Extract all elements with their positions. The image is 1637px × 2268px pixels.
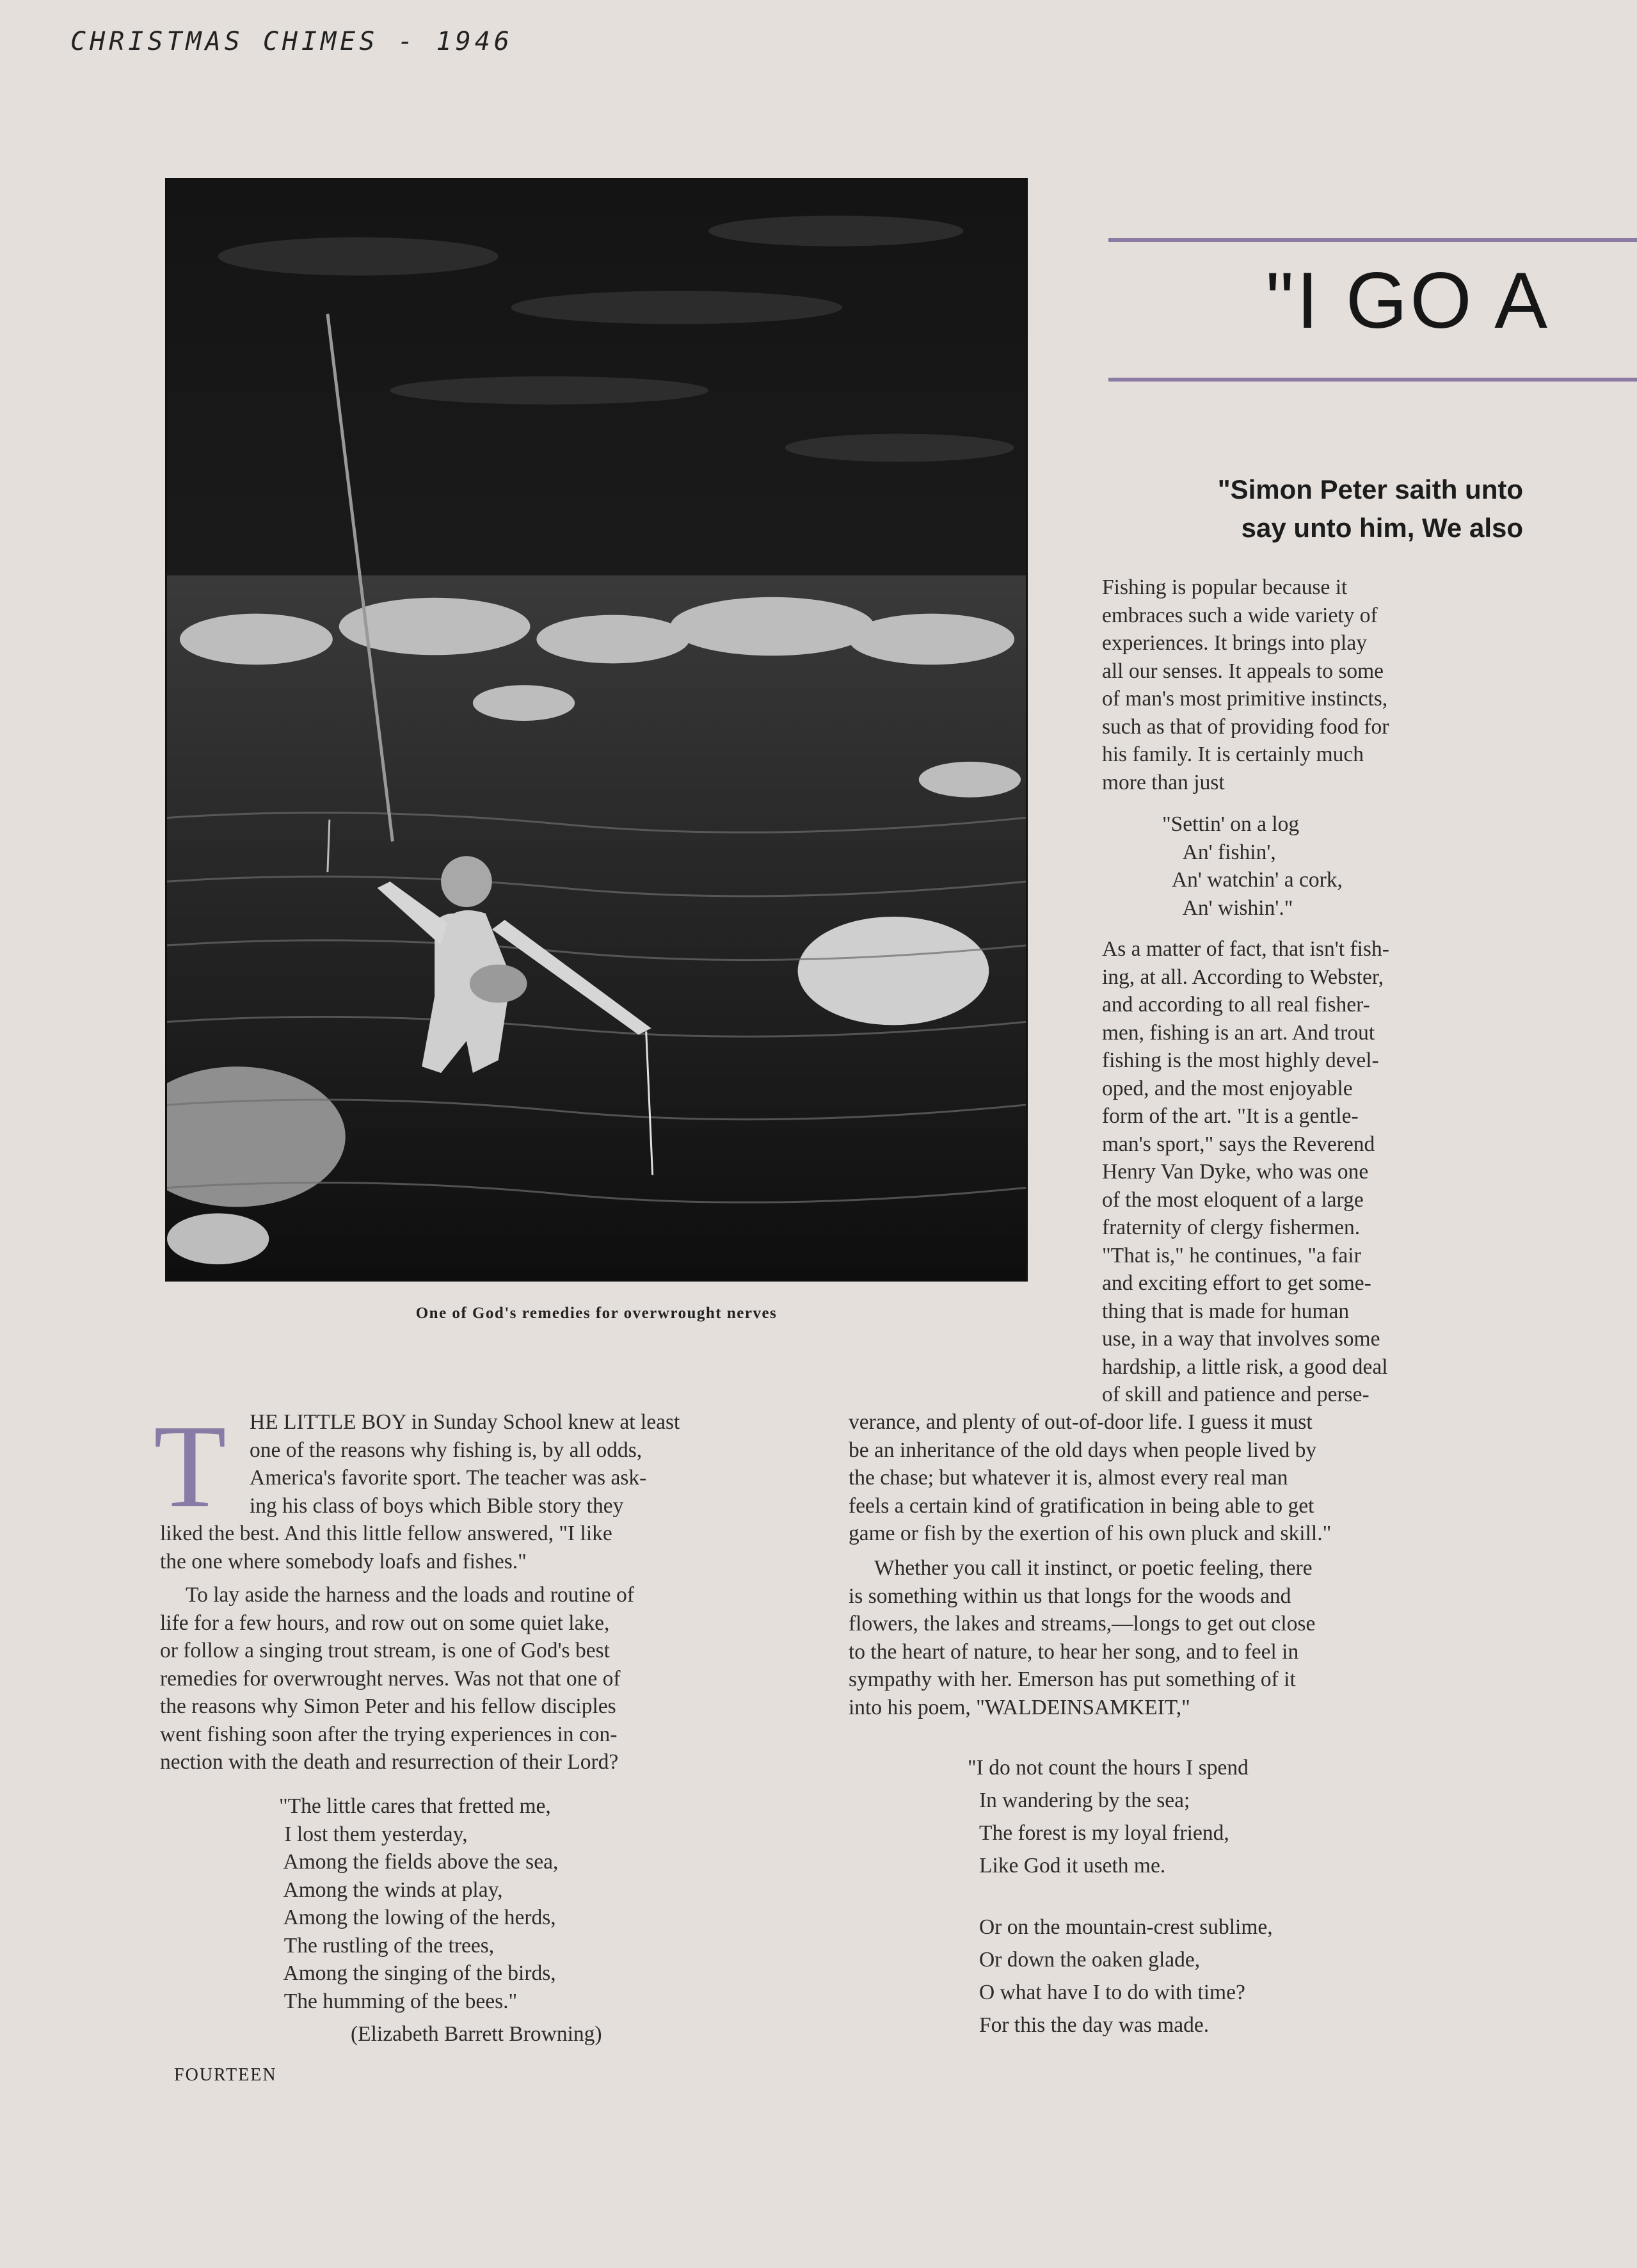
text-line: embraces such a wide variety of bbox=[1102, 603, 1378, 627]
right-column-body bbox=[1102, 935, 1487, 1409]
fisherman-illustration bbox=[167, 180, 1026, 1280]
text-line: game or fish by the exertion of his own pluck and skill." bbox=[849, 1522, 1332, 1545]
text-line: As a matter of fact, that isn't fish- bbox=[1102, 937, 1389, 961]
poem-line: An' fishin', bbox=[1162, 840, 1276, 864]
poem-line: "The little cares that fretted me, bbox=[279, 1794, 551, 1818]
text-line: his family. It is certainly much bbox=[1102, 743, 1364, 766]
text-line: man's sport," says the Reverend bbox=[1102, 1132, 1375, 1156]
text-line: Fishing is popular because it bbox=[1102, 575, 1348, 599]
text-line: one of the reasons why fishing is, by all odds, bbox=[250, 1438, 643, 1462]
text-line: "That is," he continues, "a fair bbox=[1102, 1243, 1361, 1267]
text-line: of the most eloquent of a large bbox=[1102, 1187, 1364, 1212]
text-line: the one where somebody loafs and fishes." bbox=[160, 1549, 527, 1573]
text-line: verance, and plenty of out-of-door life. I guess it must bbox=[849, 1410, 1313, 1434]
poem-line: The rustling of the trees, bbox=[279, 1933, 495, 1958]
middle-column-continuation bbox=[849, 1408, 1487, 1548]
poem-line: The forest is my loyal friend, bbox=[979, 1821, 1229, 1845]
text-line: men, fishing is an art. And trout bbox=[1102, 1020, 1375, 1045]
text-line: ing his class of boys which Bible story they bbox=[250, 1493, 624, 1518]
text-line: remedies for overwrought nerves. Was not that one of bbox=[160, 1666, 621, 1691]
epigraph-line: "Simon Peter saith unto bbox=[1217, 474, 1523, 504]
text-line: all our senses. It appeals to some bbox=[1102, 659, 1384, 683]
poem-line: I lost them yesterday, bbox=[279, 1822, 468, 1846]
text-line: Henry Van Dyke, who was one bbox=[1102, 1160, 1369, 1184]
text-line: HE LITTLE BOY in Sunday School knew at least bbox=[250, 1410, 680, 1434]
headline-rule-bottom bbox=[1108, 378, 1637, 382]
poem-line: The humming of the bees." bbox=[279, 1989, 518, 2013]
text-line: fishing is the most highly devel- bbox=[1102, 1049, 1379, 1072]
poem-line: "Settin' on a log bbox=[1162, 812, 1300, 836]
text-line: or follow a singing trout stream, is one of God's best bbox=[160, 1639, 610, 1662]
text-line: and exciting effort to get some- bbox=[1102, 1271, 1371, 1295]
text-line: be an inheritance of the old days when people lived by bbox=[849, 1438, 1317, 1462]
text-line: Whether you call it instinct, or poetic feeling, there bbox=[874, 1556, 1313, 1580]
text-line: To lay aside the harness and the loads and routine of bbox=[186, 1583, 634, 1607]
handwritten-annotation: CHRISTMAS CHIMES - 1946 bbox=[70, 27, 513, 56]
poem-line: For this the day was made. bbox=[979, 2013, 1210, 2037]
left-column-paragraph-1 bbox=[160, 1408, 799, 1575]
poem-line: "I do not count the hours I spend bbox=[968, 1756, 1249, 1780]
text-line: oped, and the most enjoyable bbox=[1102, 1076, 1353, 1100]
poem-line: An' wishin'." bbox=[1162, 896, 1293, 920]
browning-poem bbox=[279, 1792, 558, 2015]
text-line: form of the art. "It is a gentle- bbox=[1102, 1104, 1359, 1128]
text-line: of man's most primitive instincts, bbox=[1102, 687, 1388, 711]
drop-cap-letter: T bbox=[154, 1401, 227, 1532]
epigraph-line: say unto him, We also bbox=[1241, 513, 1523, 543]
poem-line: Among the lowing of the herds, bbox=[279, 1906, 556, 1929]
right-intro-paragraph bbox=[1102, 574, 1487, 796]
middle-column-paragraph bbox=[849, 1554, 1487, 1721]
poem-line: Among the fields above the sea, bbox=[279, 1850, 559, 1874]
text-line: of skill and patience and perse- bbox=[1102, 1383, 1369, 1406]
left-column-paragraph-2 bbox=[160, 1581, 799, 1776]
emerson-poem bbox=[968, 1751, 1273, 2041]
poem-line: Or on the mountain-crest sublime, bbox=[979, 1915, 1273, 1939]
text-line: more than just bbox=[1102, 770, 1225, 794]
poem-line: In wandering by the sea; bbox=[979, 1789, 1190, 1812]
text-line: into his poem, "WALDEINSAMKEIT," bbox=[849, 1695, 1190, 1719]
poem-line: An' watchin' a cork, bbox=[1162, 868, 1343, 892]
poem-line: Among the singing of the birds, bbox=[279, 1961, 556, 1985]
text-line: went fishing soon after the trying experiences in con- bbox=[160, 1722, 618, 1746]
text-line: sympathy with her. Emerson has put something of it bbox=[849, 1668, 1296, 1691]
text-line: and according to all real fisher- bbox=[1102, 993, 1370, 1017]
article-headline: "I GO A bbox=[1265, 257, 1550, 345]
text-line: the reasons why Simon Peter and his fellow disciples bbox=[160, 1694, 616, 1718]
poem-line: O what have I to do with time? bbox=[979, 1981, 1245, 2004]
text-line: fraternity of clergy fishermen. bbox=[1102, 1216, 1361, 1239]
text-line: the chase; but whatever it is, almost every real man bbox=[849, 1466, 1288, 1490]
text-line: hardship, a little risk, a good deal bbox=[1102, 1355, 1388, 1379]
text-line: nection with the death and resurrection of their Lord? bbox=[160, 1750, 619, 1774]
text-line: experiences. It brings into play bbox=[1102, 631, 1367, 655]
page-number: FOURTEEN bbox=[174, 2065, 277, 2085]
photo-caption: One of God's remedies for overwrought nerves bbox=[415, 1305, 778, 1322]
text-line: use, in a way that involves some bbox=[1102, 1327, 1380, 1351]
text-line: is something within us that longs for the woods and bbox=[849, 1584, 1291, 1608]
settin-poem bbox=[1162, 810, 1343, 922]
text-line: ing, at all. According to Webster, bbox=[1102, 965, 1384, 989]
poem-line: Among the winds at play, bbox=[279, 1878, 503, 1902]
text-line: America's favorite sport. The teacher was ask- bbox=[250, 1466, 647, 1490]
poem-line: Or down the oaken glade, bbox=[979, 1948, 1201, 1972]
text-line: such as that of providing food for bbox=[1102, 714, 1389, 739]
text-line: to the heart of nature, to hear her song, and to feel in bbox=[849, 1639, 1299, 1664]
fishing-photograph bbox=[165, 178, 1028, 1282]
poem-line: Like God it useth me. bbox=[979, 1854, 1166, 1878]
text-line: life for a few hours, and row out on some quiet lake, bbox=[160, 1611, 610, 1635]
epigraph bbox=[1101, 470, 1523, 547]
poem-attribution: (Elizabeth Barrett Browning) bbox=[351, 2022, 602, 2046]
text-line: feels a certain kind of gratification in being able to get bbox=[849, 1493, 1314, 1518]
text-line: flowers, the lakes and streams,—longs to get out close bbox=[849, 1612, 1316, 1636]
text-line: thing that is made for human bbox=[1102, 1299, 1350, 1323]
text-line: liked the best. And this little fellow answered, "I like bbox=[160, 1522, 612, 1545]
headline-rule-top bbox=[1108, 238, 1637, 242]
